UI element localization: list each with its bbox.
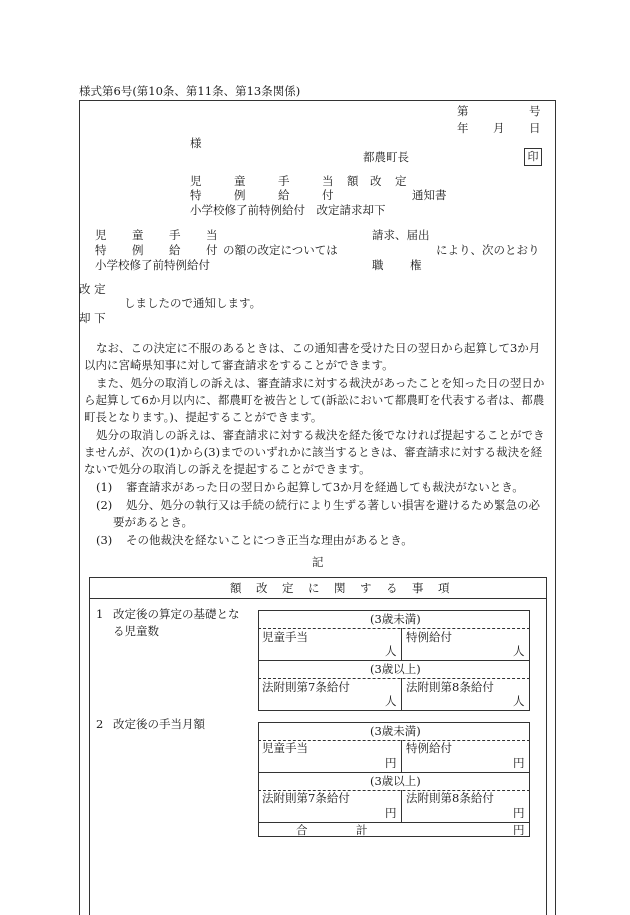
count-solid-rule bbox=[258, 660, 530, 661]
issuer-name: 都農町長 bbox=[363, 150, 409, 164]
count-under3-label: (3歳未満) bbox=[370, 612, 421, 626]
item1-text: 審査請求があった日の翌日から起算して3か月を経過しても裁決がないとき。 bbox=[126, 480, 524, 494]
count-unit-1: 人 bbox=[385, 644, 397, 658]
amount-fusoku7: 法附則第7条給付 bbox=[262, 791, 350, 805]
title-notice: 通知書 bbox=[412, 188, 447, 202]
count-dashed-rule-1 bbox=[258, 628, 530, 629]
detail-table-heading-rule bbox=[89, 598, 547, 599]
amount-solid-rule-1 bbox=[258, 772, 530, 773]
title-line-3: 小学校修了前特例給付 改定請求却下 bbox=[190, 203, 386, 217]
amount-total-unit: 円 bbox=[513, 823, 525, 837]
count-tokurei: 特例給付 bbox=[406, 630, 452, 644]
seal-mark: 印 bbox=[524, 148, 542, 166]
count-fusoku7: 法附則第7条給付 bbox=[262, 680, 350, 694]
item1-number: (1) bbox=[96, 480, 113, 494]
count-item-label-line1: 改定後の算定の基礎とな bbox=[113, 607, 240, 621]
amount-item-label: 改定後の手当月額 bbox=[113, 717, 205, 731]
count-jido-teate: 児童手当 bbox=[262, 630, 308, 644]
count-unit-2: 人 bbox=[513, 644, 525, 658]
count-item-label-line2: る児童数 bbox=[113, 624, 159, 638]
kyakka-label: 却 下 bbox=[79, 311, 106, 325]
form-number-label: 様式第6号(第10条、第11条、第13条関係) bbox=[79, 84, 301, 98]
para3-line3: ないで処分の取消しの訴えを提起することができます。 bbox=[84, 462, 371, 476]
amount-divider-1 bbox=[401, 740, 402, 772]
amount-fusoku8: 法附則第8条給付 bbox=[406, 791, 494, 805]
para2-line2: ら起算して6か月以内に、都農町を被告として(訴訟において都農町を代表する者は、都農 bbox=[84, 393, 545, 407]
amount-under3-label: (3歳未満) bbox=[370, 724, 421, 738]
para2-line3: 町長となります。)、提起することができます。 bbox=[84, 410, 323, 424]
item2-number: (2) bbox=[96, 498, 113, 512]
amount-unit-3: 円 bbox=[385, 806, 397, 820]
count-item-number: 1 bbox=[96, 607, 104, 621]
count-divider-1 bbox=[401, 628, 402, 660]
amount-unit-4: 円 bbox=[513, 806, 525, 820]
intro-tail: により、次のとおり bbox=[436, 243, 540, 257]
intro-row-3: 小学校修了前特例給付 bbox=[95, 258, 210, 272]
para1-line2: 以内に宮崎県知事に対して審査請求をすることができます。 bbox=[84, 358, 394, 372]
item3-text: その他裁決を経ないことにつき正当な理由があるとき。 bbox=[126, 533, 413, 547]
item3-number: (3) bbox=[96, 533, 113, 547]
ki-label: 記 bbox=[312, 555, 324, 569]
item2-text-line2: 要があるとき。 bbox=[113, 515, 194, 529]
count-unit-4: 人 bbox=[513, 694, 525, 708]
date-month: 月 bbox=[493, 121, 505, 135]
addressee-sama: 様 bbox=[190, 136, 202, 150]
intro-request: 請求、届出 bbox=[372, 228, 430, 242]
para3-line2: ませんが、次の(1)から(3)までのいずれかに該当するときは、審査請求に対する裁決を経 bbox=[84, 445, 543, 459]
para2-line1: また、処分の取消しの訴えは、審査請求に対する裁決があったことを知った日の翌日か bbox=[96, 376, 545, 390]
amount-jido-teate: 児童手当 bbox=[262, 741, 308, 755]
amount-tokurei: 特例給付 bbox=[406, 741, 452, 755]
para3-line1: 処分の取消しの訴えは、審査請求に対する裁決を経た後でなければ提起することができ bbox=[96, 428, 545, 442]
amount-divider-2 bbox=[401, 790, 402, 822]
count-fusoku8: 法附則第8条給付 bbox=[406, 680, 494, 694]
kaitei-label: 改 定 bbox=[79, 282, 106, 296]
date-day: 日 bbox=[529, 121, 541, 135]
count-divider-2 bbox=[401, 678, 402, 710]
count-dashed-rule-2 bbox=[258, 678, 530, 679]
date-year: 年 bbox=[457, 121, 469, 135]
notified-text: しましたので通知します。 bbox=[124, 296, 262, 310]
amount-item-number: 2 bbox=[96, 717, 104, 731]
count-unit-3: 人 bbox=[385, 694, 397, 708]
para1-line1: なお、この決定に不服のあるときは、この通知書を受けた日の翌日から起算して3か月 bbox=[96, 341, 541, 355]
item2-text-line1: 処分、処分の執行又は手続の続行により生ずる著しい損害を避けるため緊急の必 bbox=[126, 498, 540, 512]
amount-unit-2: 円 bbox=[513, 756, 525, 770]
count-over3-label: (3歳以上) bbox=[370, 662, 421, 676]
number-suffix: 号 bbox=[529, 104, 541, 118]
amount-unit-1: 円 bbox=[385, 756, 397, 770]
number-prefix: 第 bbox=[457, 104, 469, 118]
intro-middle: の額の改定については bbox=[223, 243, 338, 257]
amount-over3-label: (3歳以上) bbox=[370, 774, 421, 788]
